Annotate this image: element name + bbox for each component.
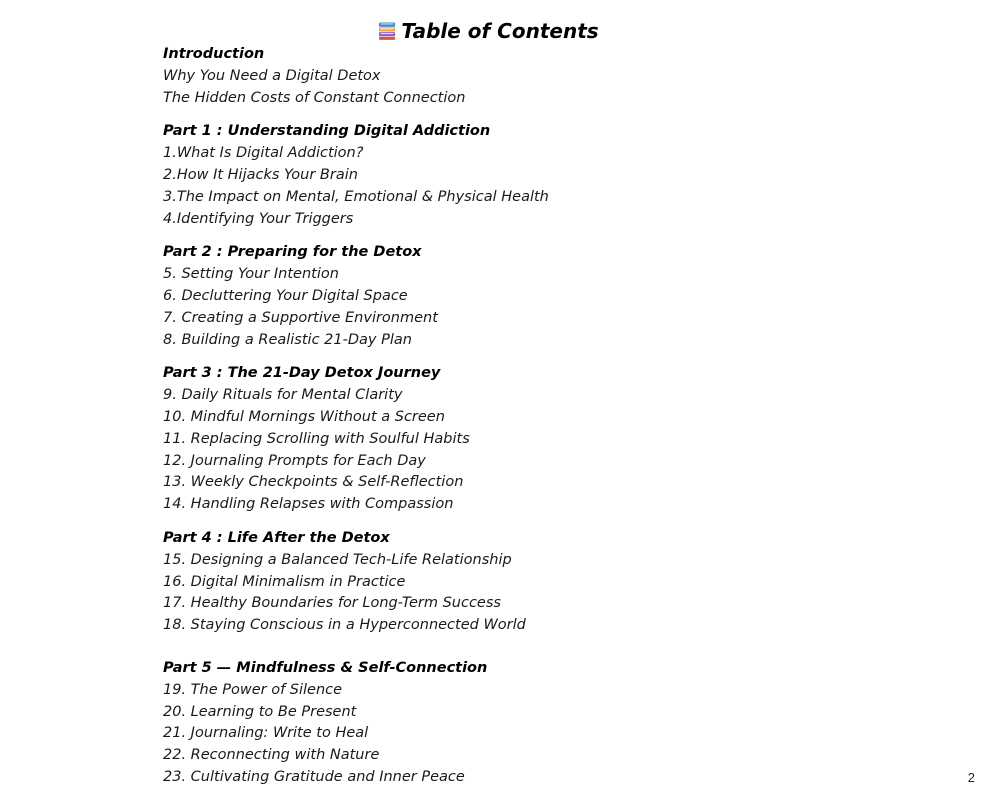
toc-entry: 6. Decluttering Your Digital Space <box>163 287 408 304</box>
toc-entry: 11. Replacing Scrolling with Soulful Habits <box>163 430 470 447</box>
toc-section <box>163 363 783 516</box>
toc-entry: 4.Identifying Your Triggers <box>163 210 354 227</box>
toc-entry: Why You Need a Digital Detox <box>163 67 381 84</box>
toc-section <box>163 658 783 789</box>
toc-entry: 3.The Impact on Mental, Emotional & Physical Health <box>163 188 549 205</box>
toc-entry: 14. Handling Relapses with Compassion <box>163 496 454 513</box>
table-of-contents <box>163 44 783 789</box>
toc-entry: 21. Journaling: Write to Heal <box>163 725 369 742</box>
toc-entry: 20. Learning to Be Present <box>163 703 357 720</box>
section-heading: Part 3 : The 21-Day Detox Journey <box>163 365 441 382</box>
toc-section <box>163 528 783 637</box>
toc-section <box>163 44 783 109</box>
toc-entry: 9. Daily Rituals for Mental Clarity <box>163 387 403 404</box>
toc-entry: 8. Building a Realistic 21-Day Plan <box>163 331 412 348</box>
section-heading: Part 4 : Life After the Detox <box>163 529 390 546</box>
toc-entry: 23. Cultivating Gratitude and Inner Peace <box>163 768 465 785</box>
toc-entry: 1.What Is Digital Addiction? <box>163 145 364 162</box>
toc-entry: 19. The Power of Silence <box>163 681 343 698</box>
toc-entry: 16. Digital Minimalism in Practice <box>163 573 406 590</box>
toc-entry: 2.How It Hijacks Your Brain <box>163 166 358 183</box>
toc-entry: 7. Creating a Supportive Environment <box>163 309 438 326</box>
toc-title: Table of Contents <box>401 19 599 43</box>
toc-section <box>163 242 783 351</box>
toc-entry: 15. Designing a Balanced Tech-Life Relationship <box>163 551 512 568</box>
toc-entry: 5. Setting Your Intention <box>163 266 339 283</box>
toc-entry: 22. Reconnecting with Nature <box>163 747 380 764</box>
page-number: 2 <box>967 770 975 785</box>
toc-section <box>163 121 783 230</box>
section-heading: Part 2 : Preparing for the Detox <box>163 244 422 261</box>
toc-entry: The Hidden Costs of Constant Connection <box>163 89 466 106</box>
section-heading: Introduction <box>163 46 265 62</box>
section-heading: Part 1 : Understanding Digital Addiction <box>163 123 491 140</box>
toc-entry: 10. Mindful Mornings Without a Screen <box>163 408 445 425</box>
toc-entry: 17. Healthy Boundaries for Long-Term Success <box>163 595 501 612</box>
toc-entry: 18. Staying Conscious in a Hyperconnected World <box>163 617 526 634</box>
toc-entry: 13. Weekly Checkpoints & Self-Reflection <box>163 474 464 491</box>
toc-entry: 12. Journaling Prompts for Each Day <box>163 452 426 469</box>
section-heading: Part 5 — Mindfulness & Self-Connection <box>163 659 488 676</box>
